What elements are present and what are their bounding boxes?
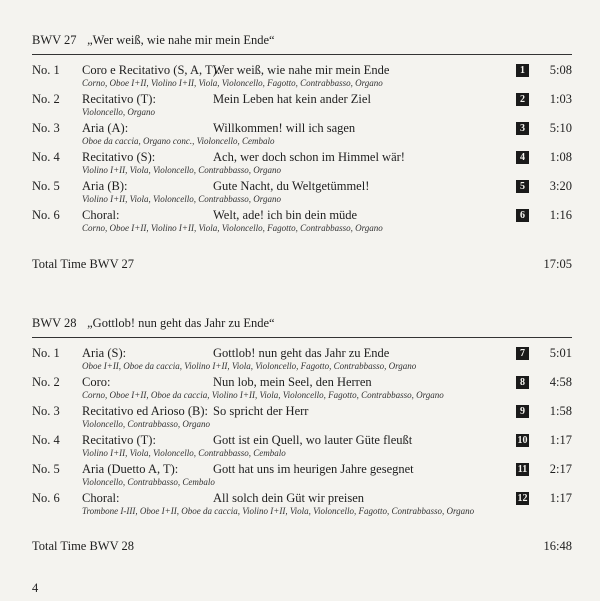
track-number-badge: 8 bbox=[516, 376, 529, 389]
track-list bbox=[32, 63, 572, 237]
movement-number: No. 6 bbox=[32, 208, 60, 222]
track-row bbox=[32, 462, 572, 491]
duration: 2:17 bbox=[549, 462, 572, 476]
section-header bbox=[32, 31, 572, 49]
movement-title: Ach, wer doch schon im Himmel wär! bbox=[213, 150, 405, 164]
track-row bbox=[32, 375, 572, 404]
movement-type: Coro: bbox=[82, 375, 111, 389]
instrumentation: Oboe I+II, Oboe da caccia, Violino I+II, Viola, Violoncello, Fagotto, Contrabbasso, Organo bbox=[82, 361, 417, 371]
movement-type: Choral: bbox=[82, 491, 120, 505]
movement-type: Coro e Recitativo (S, A, T): bbox=[82, 63, 221, 77]
movement-type: Aria (S): bbox=[82, 346, 127, 360]
duration: 1:17 bbox=[549, 491, 572, 505]
total-time-bwv28 bbox=[32, 538, 572, 554]
instrumentation: Oboe da caccia, Organo conc., Violoncello, Cembalo bbox=[82, 136, 275, 146]
movement-number: No. 1 bbox=[32, 63, 60, 77]
movement-number: No. 2 bbox=[32, 375, 60, 389]
total-time-label: Total Time BWV 27 bbox=[32, 257, 135, 271]
instrumentation: Corno, Oboe I+II, Violino I+II, Viola, Violoncello, Fagotto, Contrabbasso, Organo bbox=[82, 223, 383, 233]
movement-number: No. 1 bbox=[32, 346, 60, 360]
duration: 1:17 bbox=[549, 433, 572, 447]
track-row bbox=[32, 208, 572, 237]
bwv-number: BWV 28 bbox=[32, 316, 77, 330]
track-list bbox=[32, 346, 572, 520]
duration: 3:20 bbox=[549, 179, 572, 193]
movement-title: So spricht der Herr bbox=[213, 404, 309, 418]
track-number-badge: 6 bbox=[516, 209, 529, 222]
movement-number: No. 5 bbox=[32, 462, 60, 476]
movement-number: No. 5 bbox=[32, 179, 60, 193]
track-number-badge: 4 bbox=[516, 151, 529, 164]
movement-title: Gott hat uns im heurigen Jahre gesegnet bbox=[213, 462, 414, 476]
total-time-label: Total Time BWV 28 bbox=[32, 539, 135, 553]
duration: 5:08 bbox=[549, 63, 572, 77]
movement-type: Recitativo (S): bbox=[82, 150, 156, 164]
cantata-section-bwv28 bbox=[32, 314, 572, 520]
movement-type: Choral: bbox=[82, 208, 120, 222]
header-rule bbox=[32, 54, 572, 55]
movement-number: No. 6 bbox=[32, 491, 60, 505]
page-number: 4 bbox=[32, 581, 39, 595]
total-time-value: 17:05 bbox=[543, 257, 572, 271]
track-row bbox=[32, 404, 572, 433]
movement-title: Wer weiß, wie nahe mir mein Ende bbox=[213, 63, 390, 77]
total-time-value: 16:48 bbox=[543, 539, 572, 553]
track-row bbox=[32, 121, 572, 150]
movement-type: Recitativo (T): bbox=[82, 433, 156, 447]
movement-type: Aria (B): bbox=[82, 179, 128, 193]
duration: 1:03 bbox=[549, 92, 572, 106]
instrumentation: Violino I+II, Viola, Violoncello, Contrabbasso, Organo bbox=[82, 165, 281, 175]
track-number-badge: 3 bbox=[516, 122, 529, 135]
track-row bbox=[32, 92, 572, 121]
movement-type: Aria (A): bbox=[82, 121, 129, 135]
cantata-section-bwv27 bbox=[32, 31, 572, 237]
movement-title: Mein Leben hat kein ander Ziel bbox=[213, 92, 371, 106]
movement-title: Gott ist ein Quell, wo lauter Güte fleußt bbox=[213, 433, 413, 447]
section-header bbox=[32, 314, 572, 332]
track-row bbox=[32, 63, 572, 92]
track-row bbox=[32, 346, 572, 375]
header-rule bbox=[32, 337, 572, 338]
track-number-badge: 9 bbox=[516, 405, 529, 418]
duration: 4:58 bbox=[549, 375, 572, 389]
instrumentation: Corno, Oboe I+II, Violino I+II, Viola, Violoncello, Fagotto, Contrabbasso, Organo bbox=[82, 78, 383, 88]
movement-title: Gute Nacht, du Weltgetümmel! bbox=[213, 179, 370, 193]
instrumentation: Violino I+II, Viola, Violoncello, Contrabbasso, Cembalo bbox=[82, 448, 286, 458]
duration: 1:08 bbox=[549, 150, 572, 164]
movement-title: Nun lob, mein Seel, den Herren bbox=[213, 375, 372, 389]
movement-title: Welt, ade! ich bin dein müde bbox=[213, 208, 358, 222]
duration: 1:16 bbox=[549, 208, 572, 222]
track-number-badge: 1 bbox=[516, 64, 529, 77]
cantata-title: „Wer weiß, wie nahe mir mein Ende“ bbox=[87, 33, 275, 47]
instrumentation: Violoncello, Organo bbox=[82, 107, 155, 117]
cantata-title: „Gottlob! nun geht das Jahr zu Ende“ bbox=[87, 316, 275, 330]
duration: 5:10 bbox=[549, 121, 572, 135]
movement-number: No. 4 bbox=[32, 433, 60, 447]
track-row bbox=[32, 150, 572, 179]
movement-number: No. 2 bbox=[32, 92, 60, 106]
instrumentation: Corno, Oboe I+II, Oboe da caccia, Violino I+II, Viola, Violoncello, Fagotto, Contrabbasso, Organo bbox=[82, 390, 444, 400]
track-number-badge: 2 bbox=[516, 93, 529, 106]
track-number-badge: 12 bbox=[517, 493, 528, 504]
track-number-badge: 5 bbox=[516, 180, 529, 193]
movement-title: All solch dein Güt wir preisen bbox=[213, 491, 365, 505]
movement-type: Recitativo (T): bbox=[82, 92, 156, 106]
track-number-badge: 11 bbox=[517, 464, 528, 475]
bwv-number: BWV 27 bbox=[32, 33, 77, 47]
track-number-badge: 10 bbox=[517, 435, 528, 446]
duration: 5:01 bbox=[549, 346, 572, 360]
track-row bbox=[32, 433, 572, 462]
track-row bbox=[32, 179, 572, 208]
movement-type: Aria (Duetto A, T): bbox=[82, 462, 179, 476]
track-number-badge: 7 bbox=[516, 347, 529, 360]
movement-number: No. 3 bbox=[32, 121, 60, 135]
track-row bbox=[32, 491, 572, 520]
movement-number: No. 3 bbox=[32, 404, 60, 418]
instrumentation: Violino I+II, Viola, Violoncello, Contrabbasso, Organo bbox=[82, 194, 281, 204]
total-time-bwv27 bbox=[32, 256, 572, 272]
instrumentation: Violoncello, Contrabbasso, Organo bbox=[82, 419, 210, 429]
duration: 1:58 bbox=[549, 404, 572, 418]
movement-type: Recitativo ed Arioso (B): bbox=[82, 404, 209, 418]
movement-number: No. 4 bbox=[32, 150, 60, 164]
movement-title: Willkommen! will ich sagen bbox=[213, 121, 356, 135]
movement-title: Gottlob! nun geht das Jahr zu Ende bbox=[213, 346, 390, 360]
instrumentation: Violoncello, Contrabbasso, Cembalo bbox=[82, 477, 215, 487]
instrumentation: Trombone I-III, Oboe I+II, Oboe da caccia, Violino I+II, Viola, Violoncello, Fagotto, Contrabbasso, Organo bbox=[82, 506, 475, 516]
